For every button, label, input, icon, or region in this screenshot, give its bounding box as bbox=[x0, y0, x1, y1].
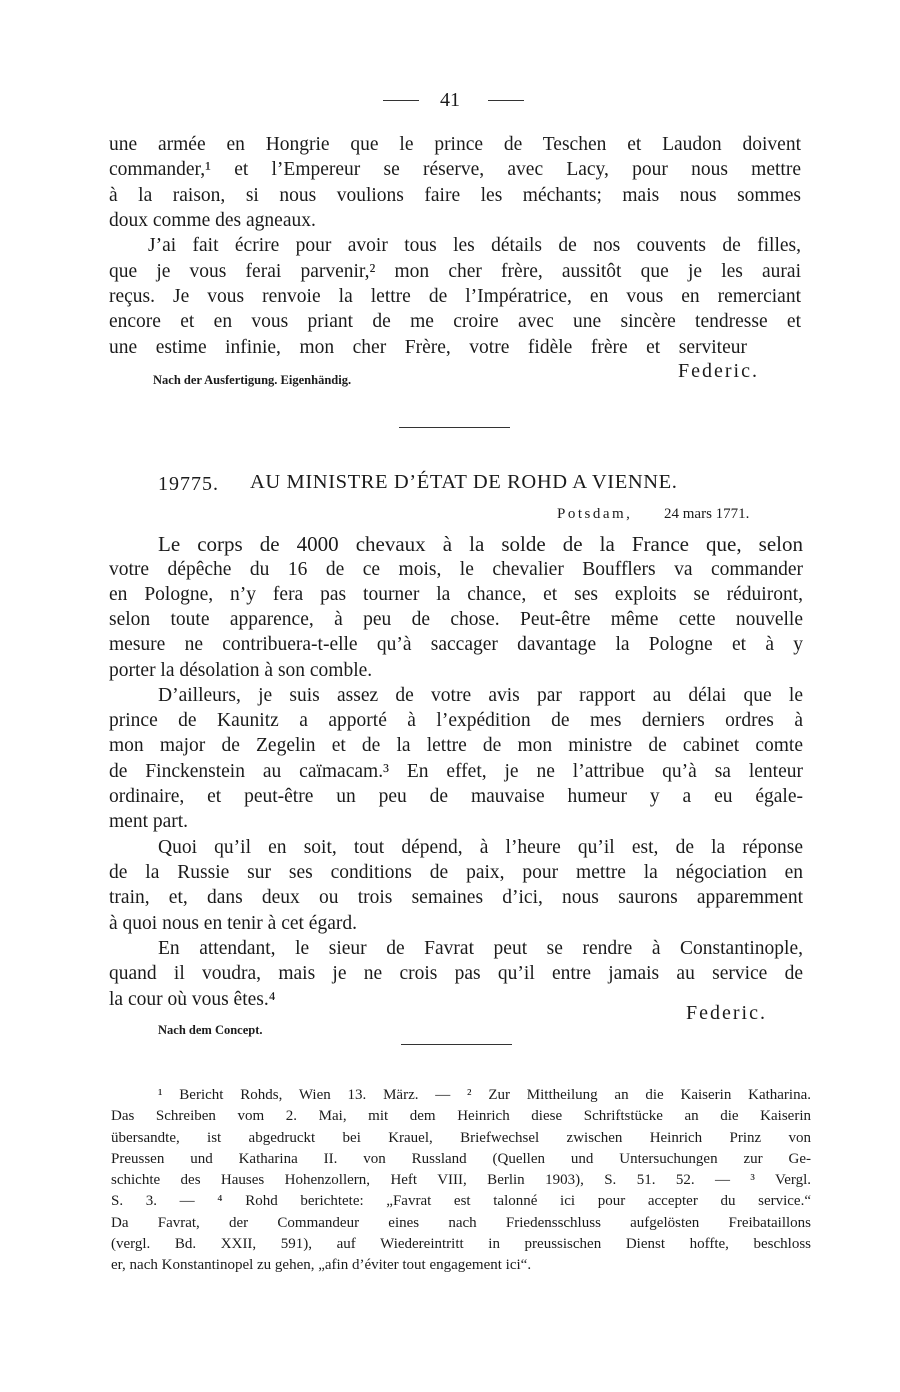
header-rule-left bbox=[383, 100, 419, 101]
text-line: que je vous ferai parvenir,² mon cher frère, aussitôt que je les aurai bbox=[109, 261, 801, 282]
section-divider bbox=[399, 427, 510, 428]
text-line: train, et, dans deux ou trois semaines d’ici, nous saurons apparemment bbox=[109, 887, 803, 908]
text-line: D’ailleurs, je suis assez de votre avis par rapport au délai que le bbox=[158, 685, 803, 706]
text-line: ordinaire, et peut-être un peu de mauvaise humeur y a eu égale- bbox=[109, 786, 803, 807]
letter-place: Potsdam, bbox=[557, 506, 633, 522]
text-line: En attendant, le sieur de Favrat peut se rendre à Constantinople, bbox=[158, 938, 803, 959]
text-line: mon major de Zegelin et de la lettre de mon ministre de cabinet comte bbox=[109, 735, 803, 756]
text-line: J’ai fait écrire pour avoir tous les détails de nos couvents de filles, bbox=[148, 235, 801, 256]
footnote-line: Preussen und Katharina II. von Russland (Quellen und Untersuchungen zur Ge- bbox=[111, 1151, 811, 1167]
footnote-line: ¹ Bericht Rohds, Wien 13. März. — ² Zur Mittheilung an die Kaiserin Katharina. bbox=[158, 1087, 811, 1103]
text-line: votre dépêche du 16 de ce mois, le chevalier Boufflers va commander bbox=[109, 559, 803, 580]
text-line: commander,¹ et l’Empereur se réserve, avec Lacy, pour nous mettre bbox=[109, 159, 801, 180]
letter-title: AU MINISTRE D’ÉTAT DE ROHD A VIENNE. bbox=[250, 471, 678, 493]
text-line: porter la désolation à son comble. bbox=[109, 660, 373, 681]
text-line: encore et en vous priant de me croire avec une sincère tendresse et bbox=[109, 311, 801, 332]
text-line: une estime infinie, mon cher Frère, votre fidèle frère et serviteur bbox=[109, 337, 747, 358]
text-line: une armée en Hongrie que le prince de Teschen et Laudon doivent bbox=[109, 134, 801, 155]
letter-date: 24 mars 1771. bbox=[664, 506, 750, 522]
footnote-divider bbox=[401, 1044, 512, 1045]
text-line: reçus. Je vous renvoie la lettre de l’Impératrice, en vous en remerciant bbox=[109, 286, 801, 307]
header-rule-right bbox=[488, 100, 524, 101]
footnote-line: Da Favrat, der Commandeur eines nach Friedensschluss aufgelösten Freibataillons bbox=[111, 1215, 811, 1231]
text-line: Quoi qu’il en soit, tout dépend, à l’heure qu’il est, de la réponse bbox=[158, 837, 803, 858]
text-line: quand il voudra, mais je ne crois pas qu’il entre jamais au service de bbox=[109, 963, 803, 984]
signature: Federic. bbox=[686, 1002, 767, 1024]
text-line: selon toute apparence, à peu de chose. Peut-être même cette nouvelle bbox=[109, 609, 803, 630]
text-line: prince de Kaunitz a apporté à l’expédition de mes derniers ordres à bbox=[109, 710, 803, 731]
text-line: de la Russie sur ses conditions de paix, pour mettre la négociation en bbox=[109, 862, 803, 883]
footnote-line: (vergl. Bd. XXII, 591), auf Wiedereintritt in preussischen Dienst hoffte, beschloss bbox=[111, 1236, 811, 1252]
signature: Federic. bbox=[678, 360, 759, 382]
footnote-line: übersandte, ist abgedruckt bei Krauel, Briefwechsel zwischen Heinrich Prinz von bbox=[111, 1130, 811, 1146]
text-line: à quoi nous en tenir à cet égard. bbox=[109, 913, 357, 934]
footnote-line: S. 3. — ⁴ Rohd berichtete: „Favrat est talonné ici pour accepter du service.“ bbox=[111, 1193, 811, 1209]
text-line: en Pologne, n’y fera pas tourner la chance, et ses exploits se réduiront, bbox=[109, 584, 803, 605]
text-line: à la raison, si nous voulions faire les méchants; mais nous sommes bbox=[109, 185, 801, 206]
text-line: ment part. bbox=[109, 811, 189, 832]
text-line: la cour où vous êtes.⁴ bbox=[109, 989, 276, 1010]
source-note: Nach dem Concept. bbox=[158, 1023, 263, 1037]
text-line: Le corps de 4000 chevaux à la solde de la France que, selon bbox=[158, 532, 803, 556]
page-number: 41 bbox=[440, 89, 460, 111]
text-line: de Finckenstein au caïmacam.³ En effet, je ne l’attribue qu’à sa lenteur bbox=[109, 761, 803, 782]
text-line: doux comme des agneaux. bbox=[109, 210, 316, 231]
letter-number: 19775. bbox=[158, 473, 219, 495]
source-note: Nach der Ausfertigung. Eigenhändig. bbox=[153, 373, 352, 387]
footnote-line: Das Schreiben vom 2. Mai, mit dem Heinrich diese Schriftstücke an die Kaiserin bbox=[111, 1108, 811, 1124]
footnote-line: schichte des Hauses Hohenzollern, Heft VIII, Berlin 1903), S. 51. 52. — ³ Vergl. bbox=[111, 1172, 811, 1188]
footnote-line: er, nach Konstantinopel zu gehen, „afin d’éviter tout engagement ici“. bbox=[111, 1257, 532, 1273]
text-line: mesure ne contribuera-t-elle qu’à saccager davantage la Pologne et à y bbox=[109, 634, 803, 655]
